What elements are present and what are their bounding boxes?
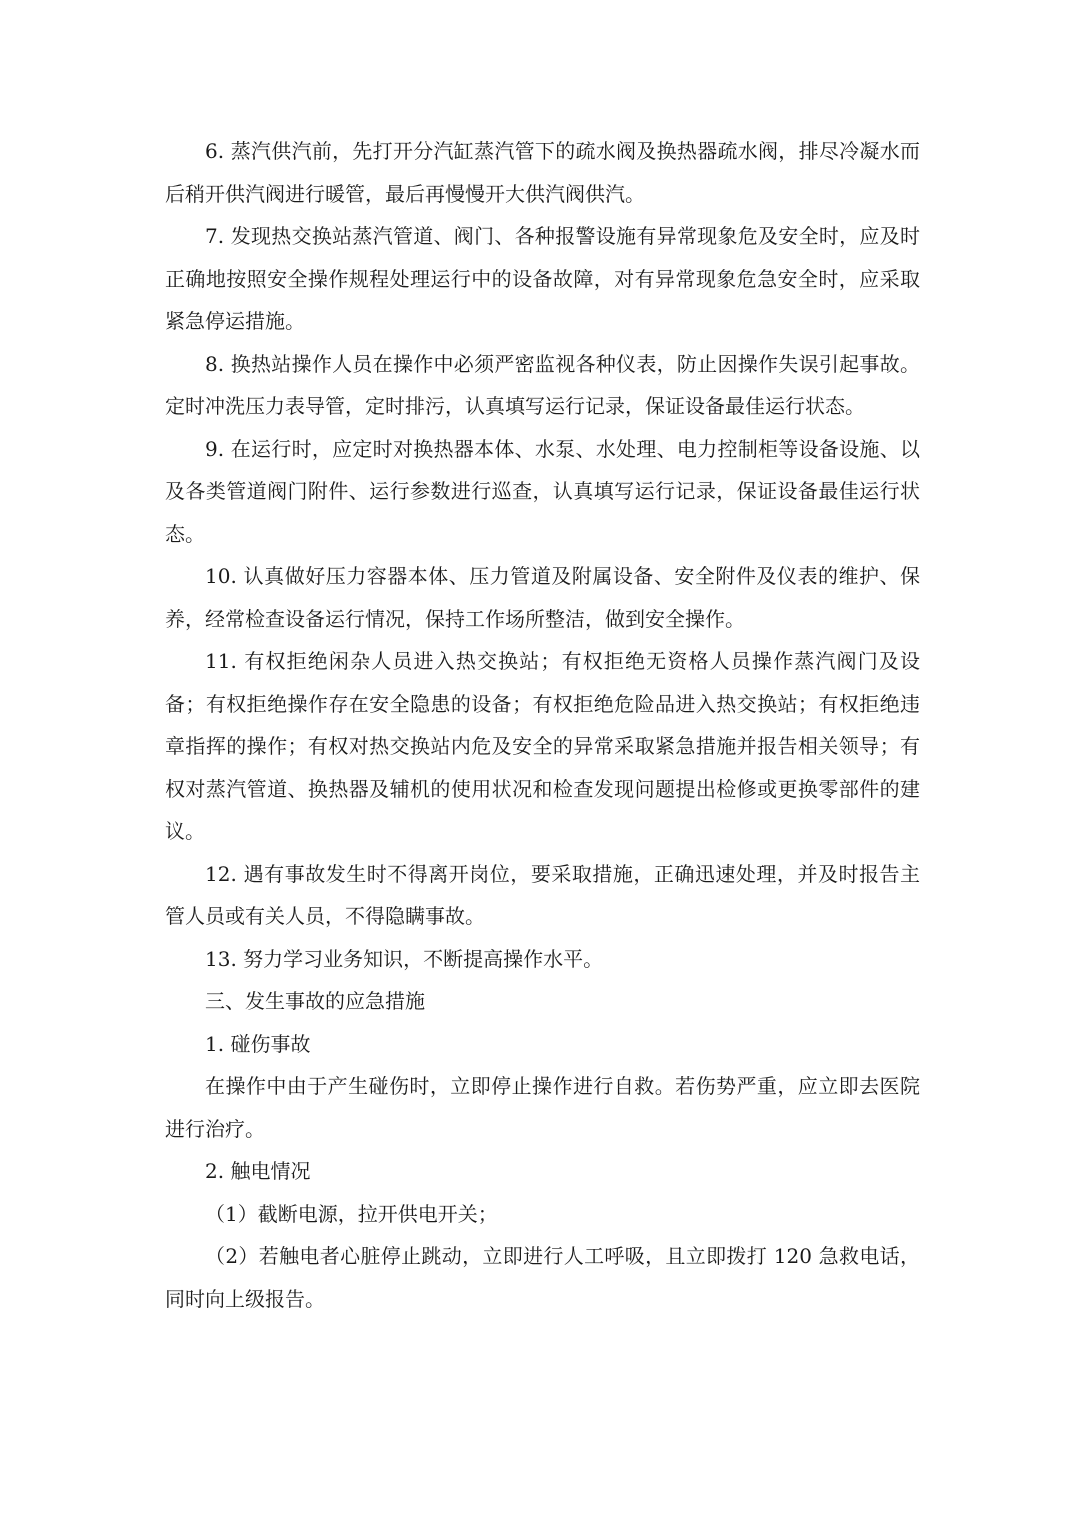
paragraph-item-7: 7. 发现热交换站蒸汽管道、阀门、各种报警设施有异常现象危及安全时，应及时正确地按照安全操作规程处理运行中的设备故障，对有异常现象危急安全时，应采取紧急停运措施。 — [165, 224, 920, 333]
paragraph-item-8: 8. 换热站操作人员在操作中必须严密监视各种仪表，防止因操作失误引起事故。定时冲洗压力表导管，定时排污，认真填写运行记录，保证设备最佳运行状态。 — [165, 351, 920, 418]
step-item-2: （2）若触电者心脏停止跳动，立即进行人工呼吸，且立即拨打 120 急救电话，同时向上级报告。 — [165, 1244, 920, 1311]
document-body — [165, 130, 920, 1320]
paragraph-item-11: 11. 有权拒绝闲杂人员进入热交换站；有权拒绝无资格人员操作蒸汽阀门及设备；有权拒绝操作存在安全隐患的设备；有权拒绝危险品进入热交换站；有权拒绝违章指挥的操作；有权对热交换站内危及安全的异常采取紧急措施并报告相关领导；有权对蒸汽管道、换热器及辅机的使用状况和检查发现问题提出检修或更换零部件的建议。 — [165, 649, 920, 843]
subheading-electric-shock: 2. 触电情况 — [205, 1159, 311, 1183]
paragraph-item-13: 13. 努力学习业务知识，不断提高操作水平。 — [205, 946, 604, 971]
paragraph-item-6: 6. 蒸汽供汽前，先打开分汽缸蒸汽管下的疏水阀及换热器疏水阀，排尽冷凝水而后稍开供汽阀进行暖管，最后再慢慢开大供汽阀供汽。 — [165, 139, 920, 206]
step-item-1: （1）截断电源，拉开供电开关； — [205, 1201, 498, 1226]
subheading-injury: 1. 碰伤事故 — [205, 1031, 311, 1056]
section-heading: 三、发生事故的应急措施 — [205, 989, 425, 1013]
paragraph-item-10: 10. 认真做好压力容器本体、压力管道及附属设备、安全附件及仪表的维护、保养，经常检查设备运行情况，保持工作场所整洁，做到安全操作。 — [165, 564, 920, 631]
paragraph-item-9: 9. 在运行时，应定时对换热器本体、水泵、水处理、电力控制柜等设备设施、以及各类管道阀门附件、运行参数进行巡查，认真填写运行记录，保证设备最佳运行状态。 — [165, 436, 920, 546]
paragraph-injury: 在操作中由于产生碰伤时，立即停止操作进行自救。若伤势严重，应立即去医院进行治疗。 — [165, 1074, 920, 1141]
paragraph-item-12: 12. 遇有事故发生时不得离开岗位，要采取措施，正确迅速处理，并及时报告主管人员或有关人员，不得隐瞒事故。 — [165, 861, 920, 928]
